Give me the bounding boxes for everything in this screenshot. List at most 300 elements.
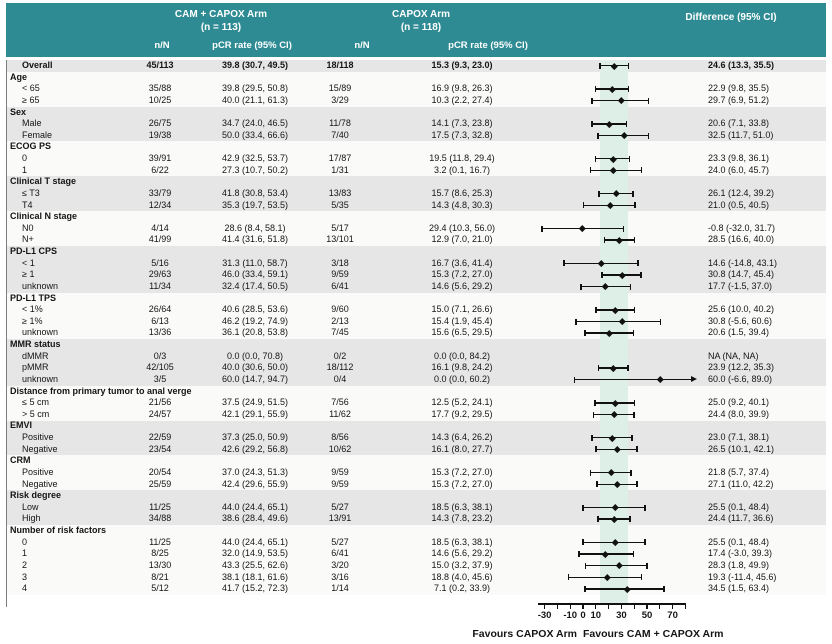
difference-value: 25.0 (9.2, 40.1) bbox=[708, 397, 770, 408]
subgroup-label: Negative bbox=[22, 443, 58, 454]
difference-value: 21.8 (5.7, 37.4) bbox=[708, 466, 770, 477]
arm2-pcr-rate: 14.3 (6.4, 26.2) bbox=[431, 432, 493, 442]
axis-tick bbox=[672, 605, 673, 610]
section-label: Risk degree bbox=[10, 490, 62, 501]
arm1-pcr-rate: 42.9 (32.5, 53.7) bbox=[221, 153, 289, 163]
arm2-pcr-rate bbox=[393, 293, 531, 305]
arm1-pcr-rate bbox=[185, 72, 325, 84]
ci-cap-left bbox=[585, 563, 587, 569]
ci-plot-cell bbox=[531, 223, 700, 235]
ci-plot-cell bbox=[531, 525, 700, 537]
difference-value: 25.6 (10.0, 40.2) bbox=[708, 304, 775, 315]
axis-tick-label: -30 bbox=[537, 610, 552, 621]
table-row bbox=[6, 432, 826, 444]
difference-value: 22.9 (9.8, 35.5) bbox=[708, 83, 770, 94]
arm1-n-of-N: 45/113 bbox=[146, 60, 174, 70]
subgroup-label: ≥ 65 bbox=[22, 94, 40, 105]
table-row bbox=[6, 513, 826, 525]
subgroup-label: T4 bbox=[22, 199, 33, 210]
arm1-n-of-N: 29/63 bbox=[148, 269, 172, 280]
arm1-pcr-rate: 40.0 (30.6, 50.0) bbox=[221, 362, 289, 373]
arm1-pcr-rate bbox=[185, 420, 325, 432]
arm2-pcr-rate: 15.3 (7.2, 27.0) bbox=[431, 466, 493, 477]
difference-value: 24.0 (6.0, 45.7) bbox=[708, 164, 770, 175]
arm2-n-of-N: 0/4 bbox=[333, 373, 347, 384]
subgroup-label: 0 bbox=[22, 536, 28, 547]
arm2-n-of-N: 18/118 bbox=[326, 60, 354, 70]
arm1-n-of-N: 25/59 bbox=[148, 478, 172, 489]
ci-cap-right bbox=[636, 481, 638, 487]
ci-cap-left bbox=[604, 237, 606, 243]
ci-cap-left bbox=[584, 330, 586, 336]
ci-cap-right bbox=[633, 551, 635, 557]
subgroup-label: ≤ T3 bbox=[22, 187, 40, 198]
ci-cap-left bbox=[583, 202, 585, 208]
difference-value bbox=[700, 141, 820, 153]
arm2-nN-column-header: n/N bbox=[354, 40, 370, 51]
favours-labels bbox=[6, 628, 826, 643]
arm2-n: (n = 118) bbox=[400, 21, 442, 33]
ci-cap-left bbox=[541, 226, 543, 232]
arm1-n-of-N: 26/75 bbox=[148, 118, 172, 129]
arm1-pcr-rate: 37.0 (24.3, 51.3) bbox=[221, 466, 289, 477]
difference-value: 28.3 (1.8, 49.9) bbox=[708, 559, 770, 570]
arm2-n-of-N bbox=[325, 525, 355, 537]
ci-cap-right bbox=[627, 365, 629, 371]
arm2-n-of-N: 18/112 bbox=[326, 362, 354, 373]
arm2-pcr-rate bbox=[393, 490, 531, 502]
arm1-n-of-N: 21/56 bbox=[148, 397, 172, 408]
arm1-n-of-N bbox=[135, 141, 185, 153]
ci-plot-cell bbox=[531, 153, 700, 165]
arm2-n-of-N bbox=[325, 176, 355, 188]
point-estimate-marker bbox=[609, 435, 615, 441]
arm1-n-of-N: 8/25 bbox=[151, 548, 169, 559]
arm1-pcr-rate: 39.8 (30.7, 49.5) bbox=[221, 60, 289, 70]
arm1-pcr-rate: 38.1 (18.1, 61.6) bbox=[221, 571, 289, 582]
spacer bbox=[355, 513, 393, 525]
arm2-pcr-rate: 0.0 (0.0, 60.2) bbox=[433, 373, 491, 384]
subgroup-label: unknown bbox=[22, 280, 59, 291]
arm2-n-of-N bbox=[325, 420, 355, 432]
spacer bbox=[355, 490, 393, 502]
ci-cap-left bbox=[563, 260, 565, 266]
arm1-n-of-N: 24/57 bbox=[148, 408, 172, 419]
arm1-pcr-rate: 42.4 (29.6, 55.9) bbox=[221, 478, 289, 489]
table-row bbox=[6, 548, 826, 560]
arm1-n-of-N bbox=[135, 211, 185, 223]
spacer bbox=[355, 455, 393, 467]
arm1-pcr-rate: 42.6 (29.2, 56.8) bbox=[221, 443, 289, 454]
subgroup-label: 3 bbox=[22, 571, 28, 582]
subgroup-label: 0 bbox=[22, 153, 28, 163]
spacer bbox=[355, 316, 393, 328]
ci-plot-cell bbox=[531, 165, 700, 177]
ci-cap-left bbox=[596, 481, 598, 487]
arm1-pcr-rate bbox=[185, 339, 325, 351]
ci-plot-cell bbox=[531, 316, 700, 328]
ci-plot-cell bbox=[531, 479, 700, 491]
arm1-n-of-N: 5/12 bbox=[151, 583, 169, 594]
arm1-pcr-rate: 37.5 (24.9, 51.5) bbox=[221, 397, 289, 408]
arm2-n-of-N: 6/41 bbox=[331, 280, 349, 291]
subgroup-label: Overall bbox=[22, 60, 53, 70]
difference-value: 23.3 (9.8, 36.1) bbox=[708, 153, 770, 163]
arm2-n-of-N: 17/87 bbox=[328, 153, 352, 163]
point-estimate-marker bbox=[602, 283, 608, 289]
spacer bbox=[355, 72, 393, 84]
arm1-n-of-N: 34/88 bbox=[148, 513, 172, 524]
ci-cap-left bbox=[574, 377, 576, 383]
arm1-title: CAM + CAPOX Arm bbox=[174, 9, 268, 20]
arm2-n-of-N: 9/59 bbox=[331, 269, 349, 280]
point-estimate-marker bbox=[614, 481, 620, 487]
axis-tick-label: 10 bbox=[590, 610, 602, 621]
table-row bbox=[6, 269, 826, 281]
arm1-pcr-rate bbox=[185, 386, 325, 398]
arm1-pcr-rate: 27.3 (10.7, 50.2) bbox=[221, 164, 289, 175]
arm2-n-of-N: 9/59 bbox=[331, 478, 349, 489]
arm2-n-of-N: 6/41 bbox=[331, 548, 349, 559]
subgroup-label: dMMR bbox=[22, 350, 49, 361]
ci-plot-cell bbox=[531, 583, 700, 595]
difference-value bbox=[700, 490, 820, 502]
arm2-pcr-rate: 15.3 (7.2, 27.0) bbox=[431, 478, 493, 489]
arm1-n-of-N bbox=[135, 246, 185, 258]
ci-plot-cell bbox=[531, 397, 700, 409]
spacer bbox=[355, 479, 393, 491]
arm2-n-of-N: 7/45 bbox=[331, 327, 349, 338]
arm2-pcr-rate: 10.3 (2.2, 27.4) bbox=[431, 94, 493, 105]
ci-plot-cell bbox=[531, 351, 700, 363]
ci-cap-left bbox=[601, 272, 603, 278]
arm1-pcr-rate: 46.2 (19.2, 74.9) bbox=[221, 315, 289, 326]
ci-cap-right bbox=[630, 470, 632, 476]
ci-cap-right bbox=[634, 237, 636, 243]
difference-value: 17.7 (-1.5, 37.0) bbox=[708, 280, 773, 291]
ci-cap-right bbox=[629, 156, 631, 162]
arm1-n-of-N: 8/21 bbox=[151, 571, 169, 582]
point-estimate-marker bbox=[618, 97, 624, 103]
arm2-pcr-rate bbox=[393, 107, 531, 119]
ci-cap-right bbox=[646, 563, 648, 569]
difference-value: 23.0 (7.1, 38.1) bbox=[708, 432, 770, 442]
section-label: Clinical T stage bbox=[10, 176, 77, 187]
arm2-n-of-N bbox=[325, 246, 355, 258]
difference-value: 34.5 (1.5, 63.4) bbox=[708, 583, 770, 594]
ci-plot-cell bbox=[531, 444, 700, 456]
table-row bbox=[6, 362, 826, 374]
table-row bbox=[6, 583, 826, 595]
arm1-n-of-N: 42/105 bbox=[146, 362, 174, 373]
point-estimate-marker bbox=[613, 190, 619, 196]
spacer bbox=[355, 293, 393, 305]
arm1-pcr-rate: 39.8 (29.5, 50.8) bbox=[221, 83, 289, 94]
arm2-pcr-rate: 14.3 (4.8, 30.3) bbox=[431, 199, 493, 210]
arm1-n-of-N: 6/22 bbox=[151, 164, 169, 175]
ci-cap-right bbox=[633, 330, 635, 336]
table-row bbox=[6, 165, 826, 177]
arm1-n-of-N: 41/99 bbox=[148, 234, 172, 245]
arm1-n-of-N: 26/64 bbox=[148, 304, 172, 315]
ci-plot-cell bbox=[531, 188, 700, 200]
point-estimate-marker bbox=[610, 365, 616, 371]
ci-cap-left bbox=[595, 156, 597, 162]
point-estimate-marker bbox=[619, 272, 625, 278]
arm1-pcr-rate bbox=[185, 525, 325, 537]
spacer bbox=[355, 200, 393, 212]
arm1-n-of-N: 6/13 bbox=[151, 315, 169, 326]
ci-plot-cell bbox=[531, 374, 700, 386]
difference-value bbox=[700, 211, 820, 223]
ci-cap-right bbox=[644, 539, 646, 545]
ci-plot-cell bbox=[531, 72, 700, 84]
difference-value: 30.8 (14.7, 45.4) bbox=[708, 269, 775, 280]
spacer bbox=[355, 141, 393, 153]
point-estimate-marker bbox=[613, 307, 619, 313]
table-row bbox=[6, 351, 826, 363]
spacer bbox=[355, 130, 393, 142]
spacer bbox=[355, 304, 393, 316]
spacer bbox=[355, 374, 393, 386]
ci-plot-cell bbox=[531, 246, 700, 258]
ci-plot-cell bbox=[531, 60, 700, 72]
ci-cap-left bbox=[594, 400, 596, 406]
table-row bbox=[6, 223, 826, 235]
axis-tick bbox=[608, 605, 609, 610]
ci-cap-right bbox=[636, 446, 638, 452]
section-label: PD-L1 CPS bbox=[10, 246, 58, 256]
spacer bbox=[355, 95, 393, 107]
arm2-pcr-rate bbox=[393, 176, 531, 188]
ci-cap-left bbox=[575, 319, 577, 325]
arm1-n-of-N: 13/30 bbox=[148, 559, 172, 570]
section-header-row bbox=[6, 176, 826, 188]
arm1-pcr-rate bbox=[185, 455, 325, 467]
ci-cap-right bbox=[631, 435, 633, 441]
arm1-pcr-rate: 42.1 (29.1, 55.9) bbox=[221, 408, 289, 419]
ci-cap-left bbox=[599, 63, 601, 69]
arm1-n-of-N bbox=[135, 293, 185, 305]
spacer bbox=[355, 467, 393, 479]
section-label: EMVI bbox=[10, 420, 33, 431]
arm2-n-of-N: 13/83 bbox=[328, 187, 352, 198]
table-row bbox=[6, 234, 826, 246]
arm2-n-of-N bbox=[325, 141, 355, 153]
ci-cap-right bbox=[626, 121, 628, 127]
table-row bbox=[6, 281, 826, 293]
ci-cap-right bbox=[633, 412, 635, 418]
ci-plot-cell bbox=[531, 258, 700, 270]
arm1-group-header bbox=[135, 9, 307, 34]
subgroup-label: pMMR bbox=[22, 362, 49, 373]
arm2-pcr-rate: 15.6 (6.5, 29.5) bbox=[431, 327, 493, 338]
arm1-n-of-N: 12/34 bbox=[148, 199, 172, 210]
arm2-n-of-N: 10/62 bbox=[328, 443, 352, 454]
spacer bbox=[355, 362, 393, 374]
arm1-n-of-N bbox=[135, 72, 185, 84]
ci-cap-right bbox=[637, 260, 639, 266]
subgroup-label: 2 bbox=[22, 559, 28, 570]
arm1-pcr-rate bbox=[185, 490, 325, 502]
axis-tick-label: 50 bbox=[641, 610, 653, 621]
arm1-n-of-N: 11/25 bbox=[149, 501, 171, 512]
ci-cap-left bbox=[591, 121, 593, 127]
spacer bbox=[355, 153, 393, 165]
arm2-pcr-rate: 29.4 (10.3, 56.0) bbox=[428, 222, 496, 233]
arm1-n: (n = 113) bbox=[200, 21, 242, 33]
arm2-n-of-N: 13/91 bbox=[328, 513, 352, 524]
point-estimate-marker bbox=[616, 237, 622, 243]
ci-plot-cell bbox=[531, 537, 700, 549]
difference-value: -0.8 (-32.0, 31.7) bbox=[708, 222, 776, 233]
arm2-pcr-rate: 16.1 (9.8, 24.2) bbox=[431, 362, 493, 373]
ci-cap-right bbox=[628, 86, 630, 92]
difference-value bbox=[700, 72, 820, 84]
arm2-n-of-N bbox=[325, 72, 355, 84]
ci-plot-cell bbox=[531, 269, 700, 281]
arm2-n-of-N bbox=[325, 455, 355, 467]
ci-plot-cell bbox=[531, 548, 700, 560]
difference-value: 17.4 (-3.0, 39.3) bbox=[708, 548, 773, 559]
spacer bbox=[355, 258, 393, 270]
arm2-pcr-rate bbox=[393, 525, 531, 537]
point-estimate-marker bbox=[610, 156, 616, 162]
arm1-n-of-N: 0/3 bbox=[153, 350, 167, 361]
point-estimate-marker bbox=[611, 411, 617, 417]
difference-value bbox=[700, 386, 820, 398]
arm2-n-of-N: 3/29 bbox=[331, 94, 349, 105]
arm2-pcr-rate bbox=[393, 339, 531, 351]
arm1-pcr-rate: 46.0 (33.4, 59.1) bbox=[221, 269, 289, 280]
table-row bbox=[6, 200, 826, 212]
ci-cap-left bbox=[595, 307, 597, 313]
table-row bbox=[6, 188, 826, 200]
section-label: Distance from primary tumor to anal verge bbox=[10, 385, 192, 396]
axis-tick bbox=[685, 605, 686, 610]
arm2-pcr-rate: 18.5 (6.3, 38.1) bbox=[431, 536, 493, 547]
spacer bbox=[355, 246, 393, 258]
arm2-pcr-rate: 19.5 (11.8, 29.4) bbox=[429, 153, 495, 163]
table-row bbox=[6, 118, 826, 130]
arm1-pcr-rate: 50.0 (33.4, 66.6) bbox=[221, 129, 289, 140]
ci-plot-cell bbox=[531, 455, 700, 467]
section-header-row bbox=[6, 525, 826, 537]
table-row bbox=[6, 374, 826, 386]
arm2-pcr-rate bbox=[393, 72, 531, 84]
spacer bbox=[355, 502, 393, 514]
spacer bbox=[355, 83, 393, 95]
difference-value: 24.6 (13.3, 35.5) bbox=[708, 60, 775, 70]
ci-plot-cell bbox=[531, 513, 700, 525]
subgroup-label: 1 bbox=[22, 164, 28, 175]
arm1-n-of-N: 4/14 bbox=[151, 222, 169, 233]
ci-cap-right bbox=[634, 202, 636, 208]
data-rows bbox=[6, 60, 826, 595]
ci-cap-right bbox=[640, 272, 642, 278]
difference-value: 23.9 (12.2, 35.3) bbox=[708, 362, 775, 373]
spacer bbox=[355, 420, 393, 432]
section-header-row bbox=[6, 211, 826, 223]
arm1-n-of-N: 33/79 bbox=[148, 187, 172, 198]
arm1-pcr-rate bbox=[185, 107, 325, 119]
section-label: CRM bbox=[10, 455, 31, 466]
table-row bbox=[6, 572, 826, 584]
table-row bbox=[6, 130, 826, 142]
subgroup-label: > 5 cm bbox=[22, 408, 50, 419]
spacer bbox=[355, 118, 393, 130]
arm2-pcr-rate: 18.5 (6.3, 38.1) bbox=[431, 501, 493, 512]
arm2-n-of-N bbox=[325, 107, 355, 119]
arm1-n-of-N: 10/25 bbox=[148, 94, 172, 105]
ci-arrow-right bbox=[691, 376, 697, 382]
ci-cap-right bbox=[641, 167, 643, 173]
spacer bbox=[355, 572, 393, 584]
arm2-pcr-rate bbox=[393, 211, 531, 223]
arm2-n-of-N: 9/60 bbox=[331, 304, 349, 315]
section-header-row bbox=[6, 490, 826, 502]
section-header-row bbox=[6, 293, 826, 305]
arm1-n-of-N: 39/91 bbox=[148, 153, 172, 163]
ci-plot-cell bbox=[531, 281, 700, 293]
point-estimate-marker bbox=[602, 551, 608, 557]
arm2-pcr-rate: 14.3 (7.8, 23.2) bbox=[431, 513, 493, 524]
table-row bbox=[6, 502, 826, 514]
ci-cap-right bbox=[632, 191, 634, 197]
difference-value: 28.5 (16.6, 40.0) bbox=[708, 234, 775, 245]
arm2-n-of-N: 11/62 bbox=[329, 408, 351, 419]
subgroup-label: 4 bbox=[22, 583, 28, 594]
axis-tick bbox=[582, 605, 583, 610]
ci-plot-cell bbox=[531, 490, 700, 502]
point-estimate-marker bbox=[608, 469, 614, 475]
subgroup-label: Negative bbox=[22, 478, 58, 489]
ci-plot-cell bbox=[531, 362, 700, 374]
arm1-pcr-rate: 44.0 (24.4, 65.1) bbox=[221, 536, 289, 547]
axis-tick bbox=[621, 605, 622, 610]
spacer bbox=[355, 386, 393, 398]
point-estimate-marker bbox=[616, 562, 622, 568]
arm2-n-of-N: 8/56 bbox=[331, 432, 349, 442]
ci-plot-cell bbox=[531, 304, 700, 316]
point-estimate-marker bbox=[657, 376, 663, 382]
ci-cap-left bbox=[568, 574, 570, 580]
ci-plot-cell bbox=[531, 130, 700, 142]
axis-tick bbox=[544, 605, 545, 610]
difference-value: 30.8 (-5.6, 60.6) bbox=[708, 315, 773, 326]
spacer bbox=[355, 537, 393, 549]
arm2-n-of-N bbox=[325, 293, 355, 305]
point-estimate-marker bbox=[619, 318, 625, 324]
arm2-pcr-rate: 15.7 (8.6, 25.3) bbox=[431, 187, 493, 198]
ci-cap-left bbox=[591, 98, 593, 104]
ci-plot-cell bbox=[531, 83, 700, 95]
subgroup-label: 1 bbox=[22, 548, 28, 559]
ci-cap-left bbox=[590, 167, 592, 173]
table-header bbox=[6, 3, 826, 57]
table-row bbox=[6, 153, 826, 165]
arm1-pcr-rate: 37.3 (25.0, 50.9) bbox=[221, 432, 289, 442]
ci-plot-cell bbox=[531, 572, 700, 584]
arm2-n-of-N: 3/20 bbox=[331, 559, 349, 570]
ci-cap-left bbox=[597, 516, 599, 522]
arm2-pcr-rate: 7.1 (0.2, 33.9) bbox=[433, 583, 491, 594]
subgroup-label: Male bbox=[22, 118, 42, 129]
ci-cap-left bbox=[580, 284, 582, 290]
arm2-n-of-N: 13/101 bbox=[326, 234, 354, 245]
axis-tick-label: -10 bbox=[563, 610, 578, 621]
arm2-pcr-rate: 3.2 (0.1, 16.7) bbox=[433, 164, 491, 175]
